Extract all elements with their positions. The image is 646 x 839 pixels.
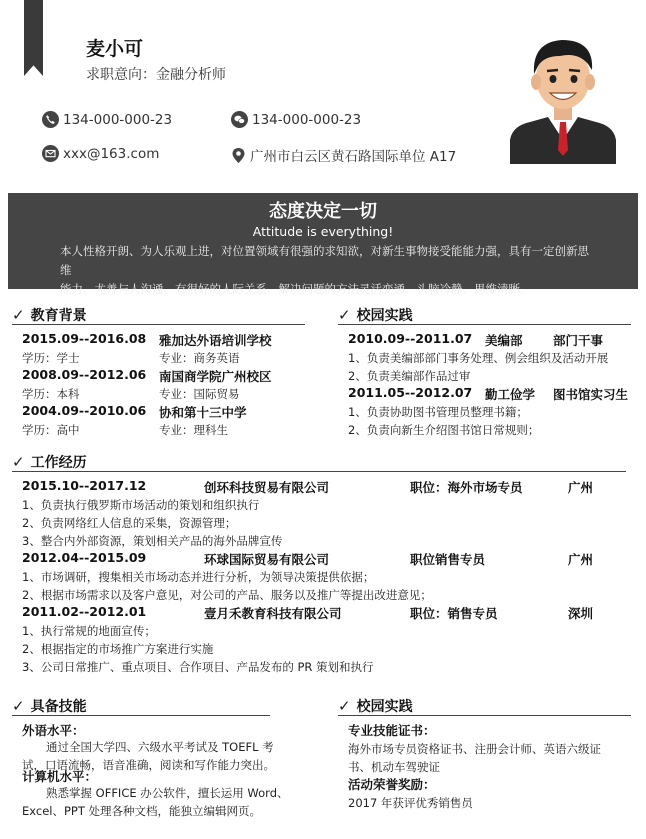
edu-degree: 学历：学士 xyxy=(22,351,80,365)
phone-contact-1 xyxy=(42,111,172,128)
honor-text: 2017 年获评优秀销售员 xyxy=(348,796,473,810)
campus-period: 2011.05--2012.07 xyxy=(348,385,473,400)
bookmark-ribbon xyxy=(24,0,43,76)
candidate-name: 麦小可 xyxy=(86,38,144,60)
self-description-line-1: 本人性格开朗、为人乐观上进，对位置领域有很强的求知欲，对新生事物接受能能力强，具有一定创新思维 xyxy=(60,244,589,277)
campus-item: 2、负责向新生介绍图书馆日常规则； xyxy=(348,423,540,437)
campus-org: 勤工俭学 xyxy=(485,387,536,402)
skills-heading: ✓ 具备技能 xyxy=(12,697,87,715)
work-position: 职位：销售专员 xyxy=(410,606,498,621)
work-city: 广州 xyxy=(568,480,594,495)
check-icon: ✓ xyxy=(12,306,25,324)
motto-banner xyxy=(8,193,638,296)
edu-period: 2015.09--2016.08 xyxy=(22,331,147,346)
campus-org: 美编部 xyxy=(485,333,523,348)
work-item: 2、根据市场需求以及客户意见，对公司的产品、服务以及推广等提出改进意见； xyxy=(22,588,432,602)
self-description-line-2: 能力。尤善与人沟通、有很好的人际关系。解决问题的方法灵活变通、头脑冷静、思维清晰。 xyxy=(60,282,532,296)
location-icon xyxy=(231,147,246,164)
phone-text-1: 134-000-000-23 xyxy=(63,111,173,128)
phone-contact-2 xyxy=(231,111,361,128)
edu-school: 雅加达外语培训学校 xyxy=(159,333,272,348)
edu-major: 专业：商务英语 xyxy=(159,351,240,365)
campus-role: 图书馆实习生 xyxy=(553,387,629,402)
language-text: 通过全国大学四、六级水平考试及 TOEFL 考 xyxy=(46,740,274,754)
avatar xyxy=(508,22,618,164)
edu-degree: 学历：高中 xyxy=(22,423,80,437)
computer-text: 熟悉掌握 OFFICE 办公软件，擅长运用 Word、 xyxy=(46,786,289,800)
edu-period: 2004.09--2010.06 xyxy=(22,403,147,418)
self-description xyxy=(8,242,638,299)
motto-title: 态度决定一切 xyxy=(269,201,377,222)
work-city: 深圳 xyxy=(568,606,594,621)
work-item: 3、整合内外部资源，策划相关产品的海外品牌宣传 xyxy=(22,534,283,548)
work-city: 广州 xyxy=(568,552,594,567)
email-text: xxx@163.com xyxy=(63,145,160,162)
work-item: 1、市场调研，搜集相关市场动态并进行分析，为领导决策提供依据； xyxy=(22,570,375,584)
campus2-divider xyxy=(338,715,631,716)
edu-school: 协和第十三中学 xyxy=(159,405,247,420)
campus-heading: ✓ 校园实践 xyxy=(338,306,413,324)
edu-school: 南国商学院广州校区 xyxy=(159,369,272,384)
language-label: 外语水平： xyxy=(22,723,85,738)
campus-role: 部门干事 xyxy=(553,333,604,348)
language-text: 试，口语流畅，语音准确，阅读和写作能力突出。 xyxy=(22,758,275,772)
work-period: 2015.10--2017.12 xyxy=(22,478,147,493)
phone-text-2: 134-000-000-23 xyxy=(252,111,362,128)
skills-divider xyxy=(12,715,270,716)
work-period: 2011.02--2012.01 xyxy=(22,604,147,619)
edu-major: 专业：国际贸易 xyxy=(159,387,240,401)
work-company: 创环科技贸易有限公司 xyxy=(204,480,330,495)
computer-label: 计算机水平： xyxy=(22,769,98,784)
address-contact xyxy=(231,145,456,165)
work-position: 职位：海外市场专员 xyxy=(410,480,523,495)
work-item: 1、执行常规的地面宣传； xyxy=(22,624,156,638)
certificate-text: 海外市场专员资格证书、注册会计师、英语六级证 xyxy=(348,742,601,756)
check-icon: ✓ xyxy=(338,306,351,324)
work-item: 2、根据指定的市场推广方案进行实施 xyxy=(22,642,214,656)
campus2-heading: ✓ 校园实践 xyxy=(338,697,413,715)
phone-icon xyxy=(42,111,59,128)
work-position: 职位销售专员 xyxy=(410,552,486,567)
honor-label: 活动荣誉奖励： xyxy=(348,777,436,792)
address-text: 广州市白云区黄石路国际单位 A17 xyxy=(250,149,457,165)
wechat-icon xyxy=(231,111,248,128)
work-company: 壹月禾教育科技有限公司 xyxy=(204,606,342,621)
check-icon: ✓ xyxy=(12,453,25,471)
certificate-text: 书、机动车驾驶证 xyxy=(348,760,440,774)
campus-period: 2010.09--2011.07 xyxy=(348,331,473,346)
work-item: 1、负责执行俄罗斯市场活动的策划和组织执行 xyxy=(22,498,260,512)
edu-period: 2008.09--2012.06 xyxy=(22,367,147,382)
work-heading: ✓ 工作经历 xyxy=(12,453,87,471)
work-period: 2012.04--2015.09 xyxy=(22,550,147,565)
check-icon: ✓ xyxy=(338,697,351,715)
campus-divider xyxy=(338,324,631,325)
email-icon xyxy=(42,145,59,162)
education-divider xyxy=(12,324,305,325)
job-objective: 求职意向：金融分析师 xyxy=(86,67,226,83)
education-heading: ✓ 教育背景 xyxy=(12,306,87,324)
email-contact xyxy=(42,145,159,162)
campus-item: 1、负责美编部部门事务处理、例会组织及活动开展 xyxy=(348,351,609,365)
work-company: 环球国际贸易有限公司 xyxy=(204,552,330,567)
computer-text: Excel、PPT 处理各种文档，能独立编辑网页。 xyxy=(22,804,262,818)
edu-degree: 学历：本科 xyxy=(22,387,80,401)
motto-subtitle: Attitude is everything! xyxy=(252,224,394,239)
campus-item: 2、负责美编部作品过审 xyxy=(348,369,471,383)
campus-item: 1、负责协助图书管理员整理书籍； xyxy=(348,405,528,419)
certificate-label: 专业技能证书： xyxy=(348,723,436,738)
work-item: 3、公司日常推广、重点项目、合作项目、产品发布的 PR 策划和执行 xyxy=(22,660,374,674)
edu-major: 专业：理科生 xyxy=(159,423,228,437)
work-item: 2、负责网络红人信息的采集，资源管理； xyxy=(22,516,237,530)
work-divider xyxy=(12,471,626,472)
check-icon: ✓ xyxy=(12,697,25,715)
